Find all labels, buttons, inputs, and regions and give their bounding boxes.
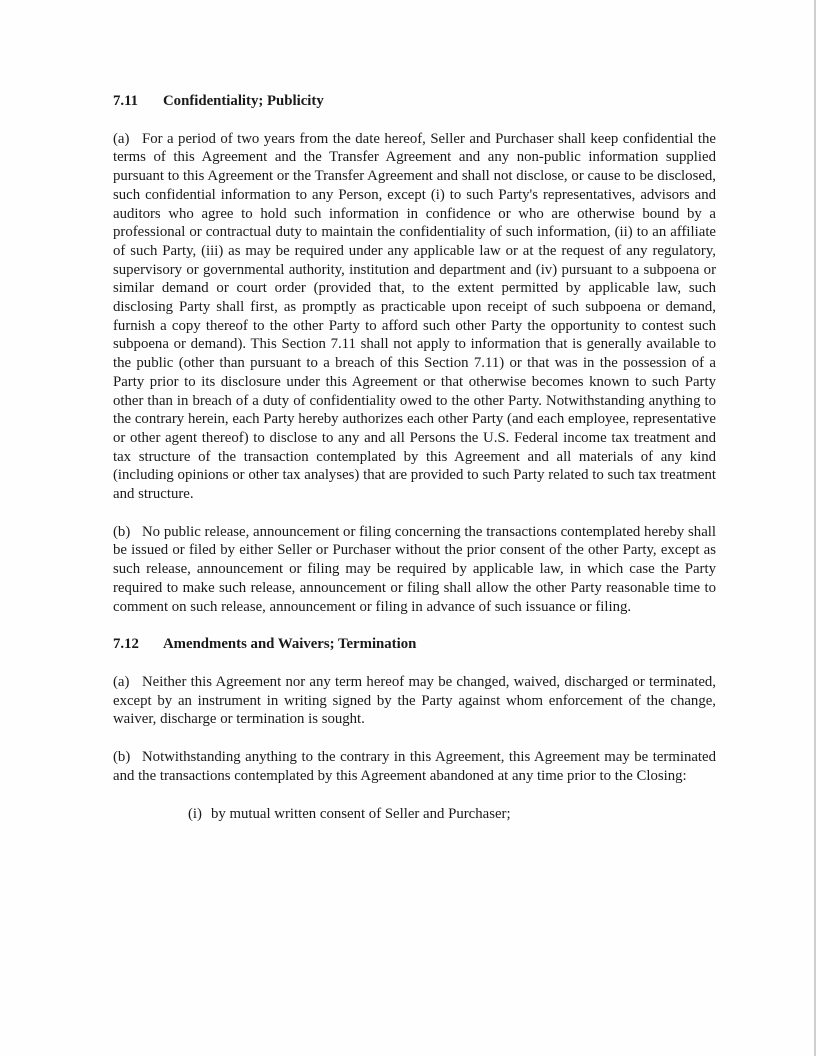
section-title: Confidentiality; Publicity xyxy=(163,93,324,109)
sub-item-marker: (i) xyxy=(188,805,202,822)
sub-item-text: by mutual written consent of Seller and Purchaser; xyxy=(211,805,511,822)
paragraph-7-12-a xyxy=(113,673,716,729)
paragraph-marker: (a) xyxy=(113,673,130,690)
section-number: 7.11 xyxy=(113,93,139,109)
paragraph-7-12-b xyxy=(113,748,716,785)
paragraph-7-11-b xyxy=(113,523,716,617)
paragraph-text: Neither this Agreement nor any term hereof may be changed, waived, discharged or terminated, except by an instrument in writing signed by the Party against whom enforcement of the change, waiver, discharge or termination is sought. xyxy=(113,673,716,728)
section-number: 7.12 xyxy=(113,636,139,653)
paragraph-marker: (b) xyxy=(113,749,131,766)
section-heading-7-11 xyxy=(113,92,716,111)
paragraph-marker: (b) xyxy=(113,523,131,540)
paragraph-marker: (a) xyxy=(113,130,130,147)
document-body xyxy=(113,92,716,823)
paragraph-text: For a period of two years from the date hereof, Seller and Purchaser shall keep confidential the terms of this Agreement and the Transfer Agreement and any non-public information supplied pursuant to this Agreement or the Transfer Agreement and shall not disclose, or cause to be disclosed, such confidential information to any Person, except (i) to such Party's representatives, advisors and auditors who agree to hold such information in confidence or who are otherwise bound by a professional or contractual duty to maintain the confidentiality of such information, (ii) to an affiliate of such Party, (iii) as may be required under any applicable law or at the request of any regulatory, supervisory or governmental authority, institution and department and (iv) pursuant to a subpoena or similar demand or court order (provided that, to the extent permitted by applicable law, such disclosing Party shall first, as promptly as practicable upon receipt of such subpoena or demand, furnish a copy thereof to the other Party to afford such other Party the opportunity to contest such subpoena or demand). This Section 7.11 shall not apply to information that is generally available to the public (other than pursuant to a breach of this Section 7.11) or that was in the possession of a Party prior to its disclosure under this Agreement or that otherwise becomes known to such Party other than in breach of a duty of confidentiality owed to the other Party. Notwithstanding anything to the contrary herein, each Party hereby authorizes each other Party (and each employee, representative or other agent thereof) to disclose to any and all Persons the U.S. Federal income tax treatment and tax structure of the transaction contemplated by this Agreement and all materials of any kind (including opinions or other tax analyses) that are provided to such Party related to such tax treatment and structure. xyxy=(113,130,716,503)
paragraph-text: No public release, announcement or filing concerning the transactions contemplated hereby shall be issued or filed by either Seller or Purchaser without the prior consent of the other Party, except as such release, announcement or filing may be required by applicable law, in which case the Party required to make such release, announcement or filing shall allow the other Party reasonable time to comment on such release, announcement or filing in advance of such issuance or filing. xyxy=(113,523,716,615)
paragraph-7-11-a xyxy=(113,130,716,504)
sub-item-7-12-b-i xyxy=(188,805,716,824)
section-title: Amendments and Waivers; Termination xyxy=(163,636,417,653)
paragraph-text: Notwithstanding anything to the contrary in this Agreement, this Agreement may be terminated and the transactions contemplated by this Agreement abandoned at any time prior to the Closing: xyxy=(113,749,716,784)
section-heading-7-12 xyxy=(113,635,716,654)
